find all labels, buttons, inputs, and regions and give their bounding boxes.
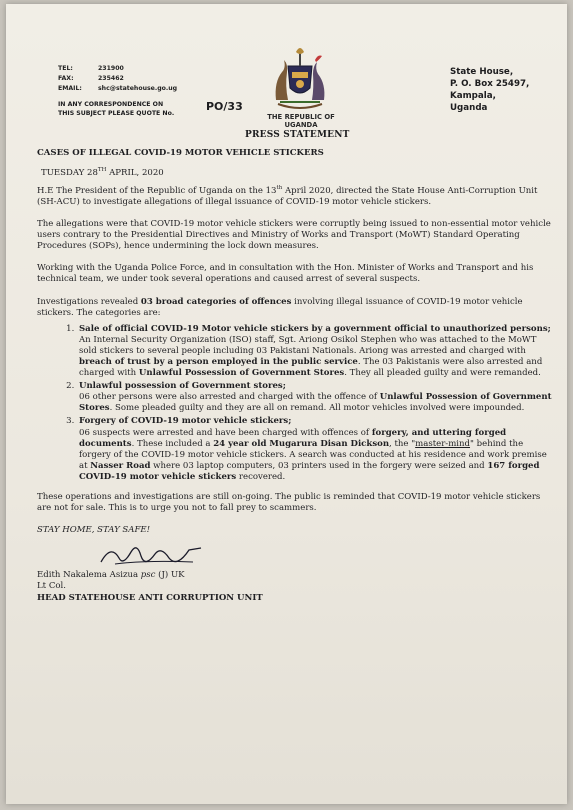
quote-number: PO/33	[206, 100, 243, 113]
item-title: Unlawful possession of Government stores;	[79, 381, 286, 392]
closing-line: STAY HOME, STAY SAFE!	[37, 525, 151, 536]
tel-value: 231900	[98, 65, 124, 72]
address-line: State House,	[450, 67, 514, 77]
list-item: 2. Unlawful possession of Government stores; 06 other persons were also arrested and charged with the offence of Unlawful Possession of Government Stores. Some pleaded guilty and they are all on remand. All motor vehicles involved were impounded.	[77, 381, 552, 414]
address-line: Uganda	[450, 103, 488, 113]
offence-categories-list	[37, 324, 552, 483]
email-value: shc@statehouse.go.ug	[98, 85, 178, 92]
signatory-office: HEAD STATEHOUSE ANTI CORRUPTION UNIT	[37, 592, 263, 603]
contact-block	[58, 64, 177, 94]
quote-note-line1: IN ANY CORRESPONDENCE ON	[58, 101, 164, 108]
address-line: P. O. Box 25497,	[450, 79, 530, 89]
item-title: Sale of official COVID-19 Motor vehicle stickers by a government official to unauthorized persons;	[79, 323, 551, 334]
republic-label: THE REPUBLIC OF UGANDA	[267, 113, 335, 129]
list-item: 3. Forgery of COVID-19 motor vehicle stickers; 06 suspects were arrested and have been charged with offences of forgery, and uttering forged documents. These included a 24 year old Mugarura Disan Dickson, the "master-mind" behind the forgery of the COVID-19 motor vehicle stickers. A search was conducted at his residence and work premise at Nasser Road where 03 laptop computers, 03 printers used in the forgery were seized and 167 forged COVID-19 motor vehicle stickers recovered.	[77, 416, 552, 483]
signatory-name: Edith Nakalema Asizua psc (J) UK	[37, 570, 185, 581]
paragraph-1: H.E The President of the Republic of Uganda on the 13th April 2020, directed the State House Anti-Corruption Unit (SH-ACU) to investigate allegations of illegal issuance of COVID-19 motor vehicle stickers.	[37, 185, 538, 207]
address-line: Kampala,	[450, 91, 496, 101]
press-statement-page	[6, 4, 567, 804]
paragraph-2: The allegations were that COVID-19 motor vehicle stickers were corruptly being issued to non-essential motor vehicle users contrary to the Presidential Directives and Ministry of Works and Transport (MoWT) Standard Operating Procedures (SOPs), hence undermining the lock down measures.	[37, 219, 551, 252]
coat-of-arms-icon	[268, 42, 332, 112]
statement-body	[37, 148, 552, 604]
paragraph-4: Investigations revealed 03 broad categories of offences involving illegal issuance of COVID-19 motor vehicle stickers. The categories are:	[37, 296, 523, 318]
paragraph-3: Working with the Uganda Police Force, and in consultation with the Hon. Minister of Works and Transport and his technical team, we under took several operations and caused arrest of several suspects.	[37, 263, 534, 285]
tel-label: TEL:	[58, 65, 73, 72]
statement-date: TUESDAY 28TH APRIL, 2020	[41, 167, 164, 178]
signature-area	[37, 546, 552, 570]
handwritten-signature-icon	[97, 538, 207, 574]
signatory-rank: Lt Col.	[37, 581, 66, 592]
press-statement-heading: PRESS STATEMENT	[245, 130, 350, 140]
quote-note	[58, 100, 174, 118]
paragraph-5: These operations and investigations are still on-going. The public is reminded that COVID-19 motor vehicle stickers are not for sale. This is to urge you not to fall prey to scammers.	[37, 492, 541, 514]
list-item: 1. Sale of official COVID-19 Motor vehicle stickers by a government official to unauthorized persons; An Internal Security Organization (ISO) staff, Sgt. Ariong Osikol Stephen who was attached to the MoWT sold stickers to several people including 03 Pakistani Nationals. Ariong was arrested and charged with breach of trust by a person employed in the public service. The 03 Pakistanis were also arrested and charged with Unlawful Possession of Government Stores. They all pleaded guilty and were remanded.	[77, 324, 552, 379]
item-title: Forgery of COVID-19 motor vehicle stickers;	[79, 416, 292, 427]
signatory-block	[37, 570, 552, 603]
statement-title: CASES OF ILLEGAL COVID-19 MOTOR VEHICLE STICKERS	[37, 148, 324, 158]
quote-note-line2: THIS SUBJECT PLEASE QUOTE No.	[58, 110, 175, 117]
email-label: EMAIL:	[58, 85, 82, 92]
fax-label: FAX:	[58, 75, 74, 82]
address-block	[450, 66, 529, 114]
fax-value: 235462	[98, 75, 124, 82]
